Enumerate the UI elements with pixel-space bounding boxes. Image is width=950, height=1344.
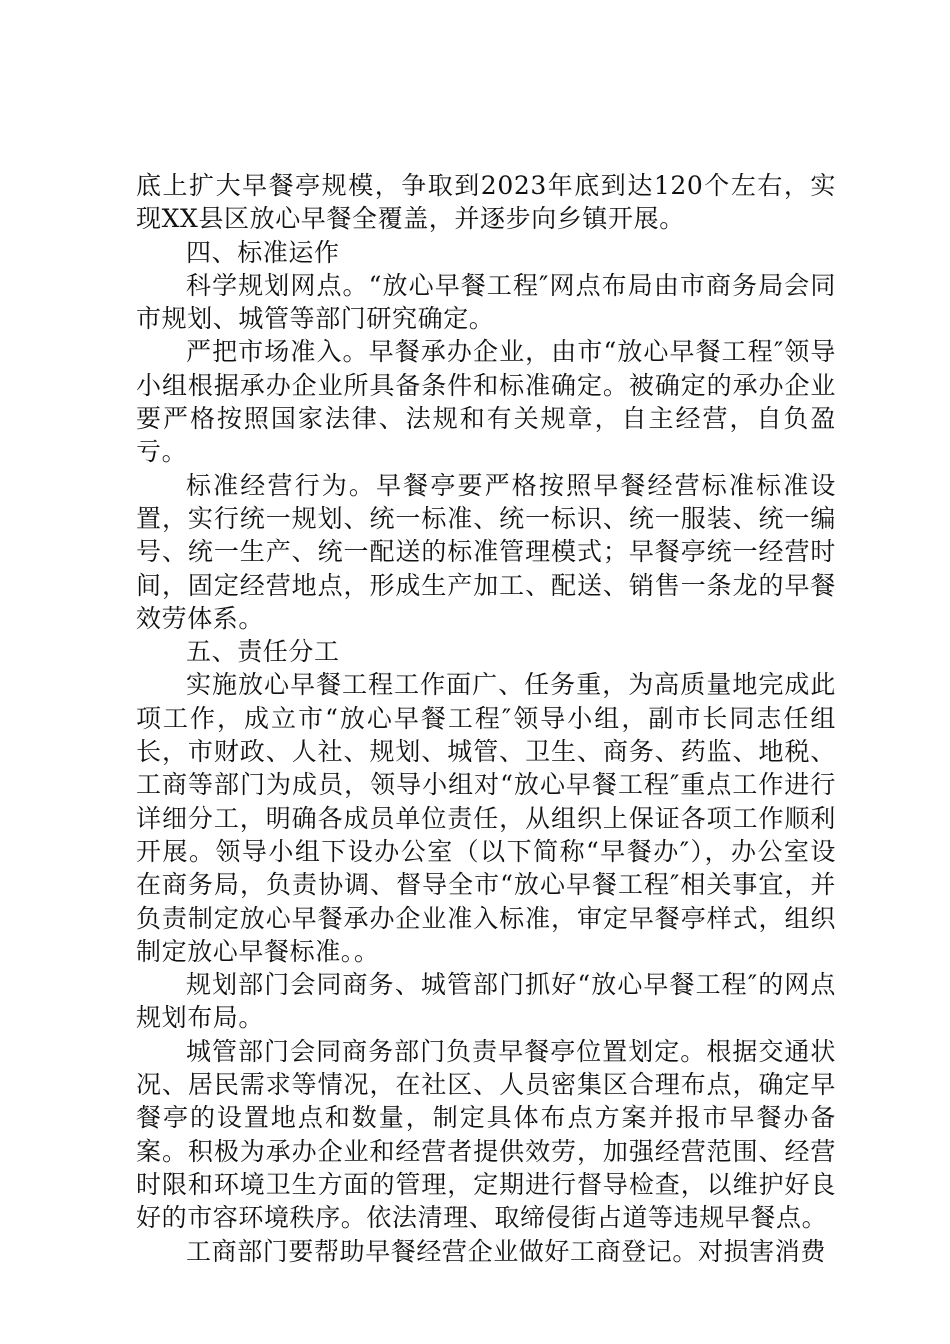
paragraph-urban-management: 城管部门会同商务部门负责早餐亭位置划定。根据交通状况、居民需求等情况，在社区、人员密集区合理布点，确定早餐亭的设置地点和数量，制定具体布点方案并报市早餐办备案。积极为承办企业和经营者提供效劳，加强经营范围、经营时限和环境卫生方面的管理，定期进行督导检查，以维护好良好的市容环境秩序。依法清理、取缔侵街占道等违规早餐点。 xyxy=(136,1036,836,1233)
section-heading-standard-operation: 四、标准运作 xyxy=(186,237,340,267)
paragraph-continuation: 底上扩大早餐亭规模，争取到2023年底到达120个左右，实现XX县区放心早餐全覆盖，并逐步向乡镇开展。 xyxy=(136,171,836,234)
paragraph-market-access: 严把市场准入。早餐承办企业，由市“放心早餐工程″领导小组根据承办企业所具备条件和标准确定。被确定的承办企业要严格按照国家法律、法规和有关规章，自主经营，自负盈亏。 xyxy=(136,337,836,467)
paragraph-network-planning: 科学规划网点。“放心早餐工程″网点布局由市商务局会同市规划、城管等部门研究确定。 xyxy=(136,270,836,334)
paragraph-business-conduct: 标准经营行为。早餐亭要严格按照早餐经营标准标准设置，实行统一规划、统一标准、统一标识、统一服装、统一编号、统一生产、统一配送的标准管理模式；早餐亭统一经营时间，固定经营地点，形成生产加工、配送、销售一条龙的早餐效劳体系。 xyxy=(136,470,836,633)
paragraph-planning-department: 规划部门会同商务、城管部门抓好“放心早餐工程″的网点规划布局。 xyxy=(136,970,836,1033)
paragraph-industry-commerce: 工商部门要帮助早餐经营企业做好工商登记。对损害消费 xyxy=(186,1236,827,1266)
section-heading-responsibility: 五、责任分工 xyxy=(186,637,340,667)
document-body xyxy=(136,169,836,1268)
paragraph-leading-group: 实施放心早餐工程工作面广、任务重，为高质量地完成此项工作，成立市“放心早餐工程″领导小组，副市长同志任组长，市财政、人社、规划、城管、卫生、商务、药监、地税、工商等部门为成员，领导小组对“放心早餐工程″重点工作进行详细分工，明确各成员单位责任，从组织上保证各项工作顺利开展。领导小组下设办公室（以下简称“早餐办″），办公室设在商务局，负责协调、督导全市“放心早餐工程″相关事宜，并负责制定放心早餐承办企业准入标准，审定早餐亭样式，组织制定放心早餐标准。。 xyxy=(136,670,836,966)
